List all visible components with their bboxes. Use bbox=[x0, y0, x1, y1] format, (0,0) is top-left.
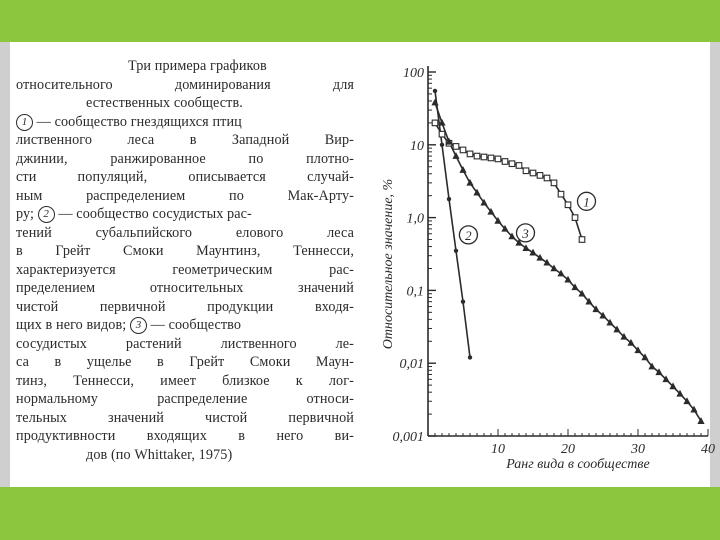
caption-line: тений субальпийского елового леса bbox=[16, 224, 354, 241]
series-1-point bbox=[530, 170, 536, 176]
marker-circle-1: 1 bbox=[16, 114, 33, 131]
series-1-point bbox=[460, 147, 466, 153]
y-tick-label: 0,01 bbox=[399, 357, 424, 373]
series-2-point bbox=[454, 249, 458, 253]
y-axis-label: Относительное значение, % bbox=[381, 178, 396, 350]
x-tick-label: 40 bbox=[701, 442, 715, 457]
x-tick-label: 20 bbox=[561, 442, 575, 457]
curve-label-2: 2 bbox=[465, 227, 472, 243]
caption-line: ным распределением по Мак-Арту- bbox=[16, 187, 354, 204]
series-3-point bbox=[536, 254, 543, 261]
series-1-point bbox=[495, 156, 501, 162]
caption-line: са в ущелье в Грейт Смоки Маун- bbox=[16, 354, 354, 370]
caption-line: — сообщество bbox=[150, 317, 242, 333]
caption-line: пределением относительных значений bbox=[16, 280, 354, 296]
left-frame-edge bbox=[0, 42, 10, 487]
series-1-point bbox=[565, 202, 571, 208]
caption-line: тинз, Теннесси, имеет близкое к лог- bbox=[16, 372, 354, 389]
y-tick-label: 0,001 bbox=[392, 430, 424, 445]
series-2-point bbox=[468, 355, 472, 359]
x-tick-label: 10 bbox=[491, 442, 505, 457]
series-1-point bbox=[474, 153, 480, 159]
curve-label-3: 3 bbox=[522, 225, 529, 241]
series-2-point bbox=[433, 89, 437, 93]
marker-circle-2: 2 bbox=[38, 206, 55, 223]
caption-line: тельных значений чистой первичной bbox=[16, 409, 354, 426]
caption-line: ру; bbox=[16, 206, 35, 222]
bottom-green-band bbox=[0, 487, 720, 540]
caption-line: естественных сообществ. bbox=[86, 95, 243, 111]
series-2-point bbox=[461, 299, 465, 303]
caption-line: щих в него видов; bbox=[16, 317, 127, 333]
chart-points bbox=[431, 89, 704, 424]
series-1-point bbox=[481, 154, 487, 160]
caption-line: Три примера графиков bbox=[128, 58, 267, 74]
series-1-point bbox=[516, 163, 522, 169]
caption-line: чистой первичной продукции входя- bbox=[16, 298, 354, 315]
curve-label-1: 1 bbox=[583, 194, 590, 210]
series-1-point bbox=[551, 180, 557, 186]
series-2-point bbox=[440, 143, 444, 147]
caption-line: — сообщество гнездящихся птиц bbox=[36, 113, 242, 130]
y-tick-label: 10 bbox=[410, 138, 424, 154]
figure-caption bbox=[16, 57, 354, 464]
series-1-point bbox=[453, 144, 459, 150]
series-1-point bbox=[523, 168, 529, 174]
caption-line: — сообщество сосудистых рас- bbox=[58, 206, 252, 222]
x-tick-label: 30 bbox=[631, 442, 645, 457]
caption-line: дов (по Whittaker, 1975) bbox=[86, 446, 233, 463]
caption-line: лиственного леса в Западной Вир- bbox=[16, 132, 354, 148]
chart-curves bbox=[435, 91, 701, 421]
caption-line: продуктивности входящих в него ви- bbox=[16, 428, 354, 444]
caption-line: в Грейт Смоки Маунтинз, Теннесси, bbox=[16, 243, 354, 259]
caption-line: сти популяций, описывается случай- bbox=[16, 169, 354, 185]
series-2-point bbox=[447, 197, 451, 201]
y-tick-label: 0,1 bbox=[406, 284, 424, 300]
caption-line: относительного доминирования для bbox=[16, 76, 354, 93]
series-3-point bbox=[452, 152, 459, 159]
top-green-band bbox=[0, 0, 720, 42]
series-3-point bbox=[459, 166, 466, 173]
series-1-point bbox=[467, 151, 473, 157]
series-1-point bbox=[432, 120, 438, 126]
series-1-point bbox=[439, 131, 445, 137]
series-1-point bbox=[572, 215, 578, 221]
caption-line: джинии, ранжированное по плотно- bbox=[16, 150, 354, 167]
series-1-curve bbox=[435, 123, 582, 240]
series-1-point bbox=[579, 237, 585, 243]
marker-circle-3: 3 bbox=[130, 317, 147, 334]
series-3-point bbox=[431, 99, 438, 106]
series-1-point bbox=[488, 155, 494, 161]
rank-abundance-chart bbox=[358, 52, 718, 482]
series-3-point bbox=[543, 259, 550, 266]
chart-svg bbox=[358, 52, 718, 482]
series-1-point bbox=[509, 161, 515, 167]
series-1-point bbox=[544, 175, 550, 181]
series-1-point bbox=[558, 191, 564, 197]
series-1-point bbox=[537, 173, 543, 179]
x-axis-label: Ранг вида в сообществе bbox=[506, 457, 650, 472]
caption-line: нормальному распределение относи- bbox=[16, 391, 354, 407]
caption-line: сосудистых растений лиственного ле- bbox=[16, 335, 354, 352]
y-tick-label: 1,0 bbox=[406, 211, 424, 227]
series-3-point bbox=[529, 249, 536, 256]
caption-line: характеризуется геометрическим рас- bbox=[16, 261, 354, 278]
y-tick-label: 100 bbox=[403, 66, 424, 81]
series-3-point bbox=[557, 270, 564, 277]
chart-labels bbox=[381, 66, 715, 472]
series-1-point bbox=[502, 159, 508, 165]
series-3-point bbox=[522, 244, 529, 251]
